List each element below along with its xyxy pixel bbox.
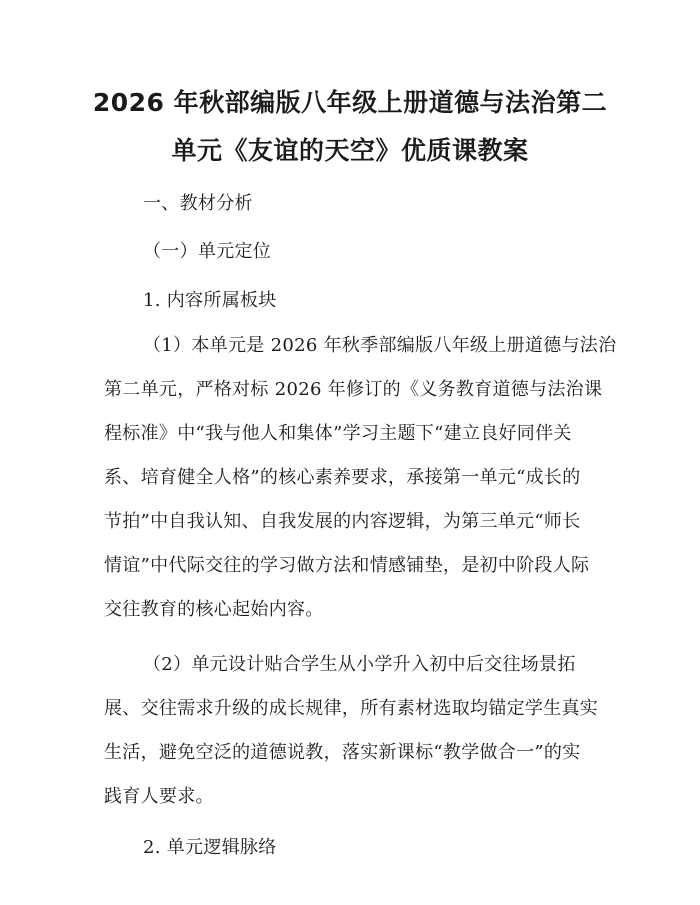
paragraph-line: 节拍”中自我认知、自我发展的内容逻辑，为第三单元“师长 (104, 511, 581, 532)
paragraph-line: 展、交往需求升级的成长规律，所有素材选取均锚定学生真实 (104, 698, 599, 719)
document-title-line-1: 2026 年秋部编版八年级上册道德与法治第二 (92, 88, 608, 117)
paragraph-line: 系、培育健全人格”的核心素养要求，承接第一单元“成长的 (104, 467, 581, 488)
paragraph-line: 生活，避免空泛的道德说教，落实新课标“教学做合一”的实 (104, 742, 581, 763)
paragraph-line: 情谊”中代际交往的学习做方法和情感铺垫，是初中阶段人际 (104, 555, 590, 576)
paragraph-line: 交往教育的核心起始内容。 (104, 599, 324, 620)
document-title-line-2: 单元《友谊的天空》优质课教案 (171, 136, 529, 165)
paragraph-line: 程标准》中“我与他人和集体”学习主题下“建立良好同伴关 (104, 423, 572, 444)
item-heading: 1. 内容所属板块 (143, 290, 277, 311)
paragraph-line: （2）单元设计贴合学生从小学升入初中后交往场景拓 (143, 654, 576, 675)
paragraph-line: （1）本单元是 2026 年秋季部编版八年级上册道德与法治 (143, 335, 617, 356)
paragraph-line: 第二单元，严格对标 2026 年修订的《义务教育道德与法治课 (104, 379, 603, 400)
paragraph-line: 践育人要求。 (104, 786, 214, 807)
item-heading: 2. 单元逻辑脉络 (143, 837, 277, 858)
subsection-heading: （一）单元定位 (143, 241, 272, 262)
section-heading: 一、教材分析 (143, 193, 253, 214)
